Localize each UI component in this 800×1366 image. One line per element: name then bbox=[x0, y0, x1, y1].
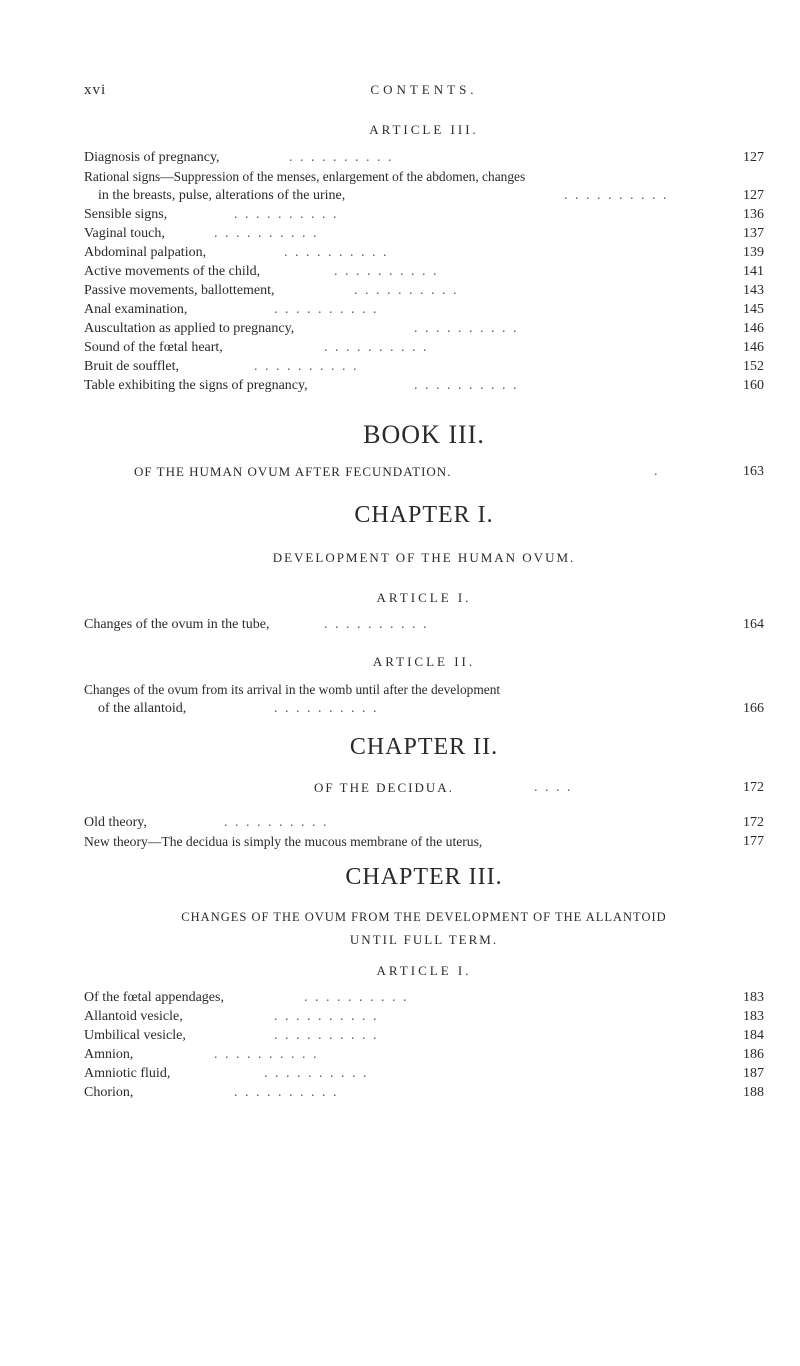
dot-leader: . . . . . . . . . . bbox=[224, 815, 329, 830]
dot-leader: . . . . . . . . . . bbox=[324, 340, 429, 355]
chapter-subtitle: DEVELOPMENT OF THE HUMAN OVUM. bbox=[272, 550, 576, 565]
toc-entry[interactable]: Umbilical vesicle, . . . . . . . . . . 184 bbox=[84, 1026, 764, 1046]
page-number: xvi bbox=[84, 82, 107, 98]
chapter-subtitle: CHANGES OF THE OVUM FROM THE DEVELOPMENT OF THE ALLANTOID bbox=[181, 910, 667, 924]
dot-leader: . . . . . . . . . . bbox=[254, 359, 359, 374]
page-ref: 184 bbox=[743, 1028, 764, 1043]
page-ref: 183 bbox=[743, 990, 764, 1005]
page-ref: 172 bbox=[743, 780, 764, 795]
page-ref: 183 bbox=[743, 1009, 764, 1024]
dot-leader: . . . . . . . . . . bbox=[274, 1028, 379, 1043]
page-ref: 146 bbox=[743, 340, 764, 355]
page-ref: 146 bbox=[743, 321, 764, 336]
page-ref: 188 bbox=[743, 1085, 764, 1100]
dot-leader: . . . . . . . . . . bbox=[264, 1066, 369, 1081]
dot-leader: . . . . . . . . . . bbox=[274, 302, 379, 317]
page-ref: 143 bbox=[743, 283, 764, 298]
page-title: CONTENTS. bbox=[370, 82, 478, 97]
toc-entry[interactable]: Vaginal touch, . . . . . . . . . . 137 bbox=[84, 224, 764, 244]
dot-leader: . . . . bbox=[534, 780, 573, 795]
toc-entry[interactable]: New theory—The decidua is simply the mucous membrane of the uterus, 177 bbox=[84, 832, 764, 852]
dot-leader: . . . . . . . . . . bbox=[214, 226, 319, 241]
dot-leader: . . . . . . . . . . bbox=[304, 990, 409, 1005]
book-heading: BOOK III. bbox=[363, 420, 485, 449]
article-heading: ARTICLE I. bbox=[376, 590, 472, 605]
article-heading: ARTICLE III. bbox=[369, 122, 479, 137]
page-ref: 163 bbox=[743, 464, 764, 479]
toc-entry[interactable]: Changes of the ovum in the tube, . . . . . . . . . . 164 bbox=[84, 615, 764, 635]
dot-leader: . . . . . . . . . . bbox=[274, 1009, 379, 1024]
page-ref: 177 bbox=[743, 834, 764, 849]
dot-leader: . . . . . . . . . . bbox=[354, 283, 459, 298]
toc-entry[interactable]: Old theory, . . . . . . . . . . 172 bbox=[84, 813, 764, 833]
toc-entry[interactable]: Passive movements, ballottement, . . . . . . . . . . 143 bbox=[84, 281, 764, 301]
chapter-heading: CHAPTER II. bbox=[349, 734, 499, 760]
page-ref: 137 bbox=[743, 226, 764, 241]
toc-entry[interactable]: Rational signs—Suppression of the menses, enlargement of the abdomen, changes bbox=[84, 169, 526, 184]
dot-leader: . . . . . . . . . . bbox=[414, 321, 519, 336]
page-ref: 139 bbox=[743, 245, 764, 260]
dot-leader: . . . . . . . . . . bbox=[324, 617, 429, 632]
page-ref: 172 bbox=[743, 815, 764, 830]
page-ref: 152 bbox=[743, 359, 764, 374]
page-ref: 127 bbox=[743, 188, 764, 203]
page-ref: 164 bbox=[743, 617, 764, 632]
page-ref: 160 bbox=[743, 378, 764, 393]
dot-leader: . . . . . . . . . . bbox=[274, 701, 379, 716]
dot-leader: . . . . . . . . . . bbox=[334, 264, 439, 279]
toc-entry[interactable]: Sound of the fœtal heart, . . . . . . . . . . 146 bbox=[84, 338, 764, 358]
dot-leader: . . . . . . . . . . bbox=[289, 150, 394, 165]
toc-entry[interactable]: OF THE DECIDUA. . . . . 172 bbox=[84, 778, 764, 798]
toc-entry[interactable]: Of the fœtal appendages, . . . . . . . . . . 183 bbox=[84, 988, 764, 1008]
dot-leader: . . . . . . . . . . bbox=[564, 188, 669, 203]
toc-entry[interactable]: OF THE HUMAN OVUM AFTER FECUNDATION. . 163 bbox=[84, 462, 764, 482]
article-heading: ARTICLE II. bbox=[372, 654, 476, 669]
toc-entry[interactable]: Anal examination, . . . . . . . . . . 145 bbox=[84, 300, 764, 320]
dot-leader: . . . . . . . . . . bbox=[234, 1085, 339, 1100]
toc-entry[interactable]: Changes of the ovum from its arrival in the womb until after the development bbox=[84, 682, 501, 697]
page-ref: 187 bbox=[743, 1066, 764, 1081]
toc-entry[interactable]: Table exhibiting the signs of pregnancy, . . . . . . . . . . 160 bbox=[84, 376, 764, 396]
toc-entry[interactable]: Abdominal palpation, . . . . . . . . . . 139 bbox=[84, 243, 764, 263]
chapter-subtitle: UNTIL FULL TERM. bbox=[349, 932, 499, 947]
chapter-heading: CHAPTER III. bbox=[345, 864, 503, 890]
toc-entry[interactable]: Chorion, . . . . . . . . . . 188 bbox=[84, 1083, 764, 1103]
page-ref: 141 bbox=[743, 264, 764, 279]
toc-entry[interactable]: Diagnosis of pregnancy, . . . . . . . . . . 127 bbox=[84, 148, 764, 168]
page-ref: 186 bbox=[743, 1047, 764, 1062]
dot-leader: . . . . . . . . . . bbox=[234, 207, 339, 222]
dot-leader: . . . . . . . . . . bbox=[414, 378, 519, 393]
dot-leader: . bbox=[654, 464, 660, 479]
toc-entry[interactable]: Sensible signs, . . . . . . . . . . 136 bbox=[84, 205, 764, 225]
toc-entry[interactable]: of the allantoid, . . . . . . . . . . 166 bbox=[84, 699, 764, 719]
toc-entry[interactable]: Allantoid vesicle, . . . . . . . . . . 183 bbox=[84, 1007, 764, 1027]
toc-entry[interactable]: Active movements of the child, . . . . . . . . . . 141 bbox=[84, 262, 764, 282]
page-ref: 136 bbox=[743, 207, 764, 222]
page-ref: 145 bbox=[743, 302, 764, 317]
chapter-heading: CHAPTER I. bbox=[354, 502, 494, 528]
toc-entry[interactable]: Amniotic fluid, . . . . . . . . . . 187 bbox=[84, 1064, 764, 1084]
page-ref: 166 bbox=[743, 701, 764, 716]
dot-leader: . . . . . . . . . . bbox=[214, 1047, 319, 1062]
toc-entry[interactable]: Auscultation as applied to pregnancy, . . . . . . . . . . 146 bbox=[84, 319, 764, 339]
dot-leader: . . . . . . . . . . bbox=[284, 245, 389, 260]
page-ref: 127 bbox=[743, 150, 764, 165]
article-heading: ARTICLE I. bbox=[376, 963, 472, 978]
toc-entry[interactable]: in the breasts, pulse, alterations of the urine, . . . . . . . . . . 127 bbox=[84, 186, 764, 206]
toc-entry[interactable]: Bruit de soufflet, . . . . . . . . . . 152 bbox=[84, 357, 764, 377]
page-header bbox=[84, 82, 764, 106]
toc-entry[interactable]: Amnion, . . . . . . . . . . 186 bbox=[84, 1045, 764, 1065]
